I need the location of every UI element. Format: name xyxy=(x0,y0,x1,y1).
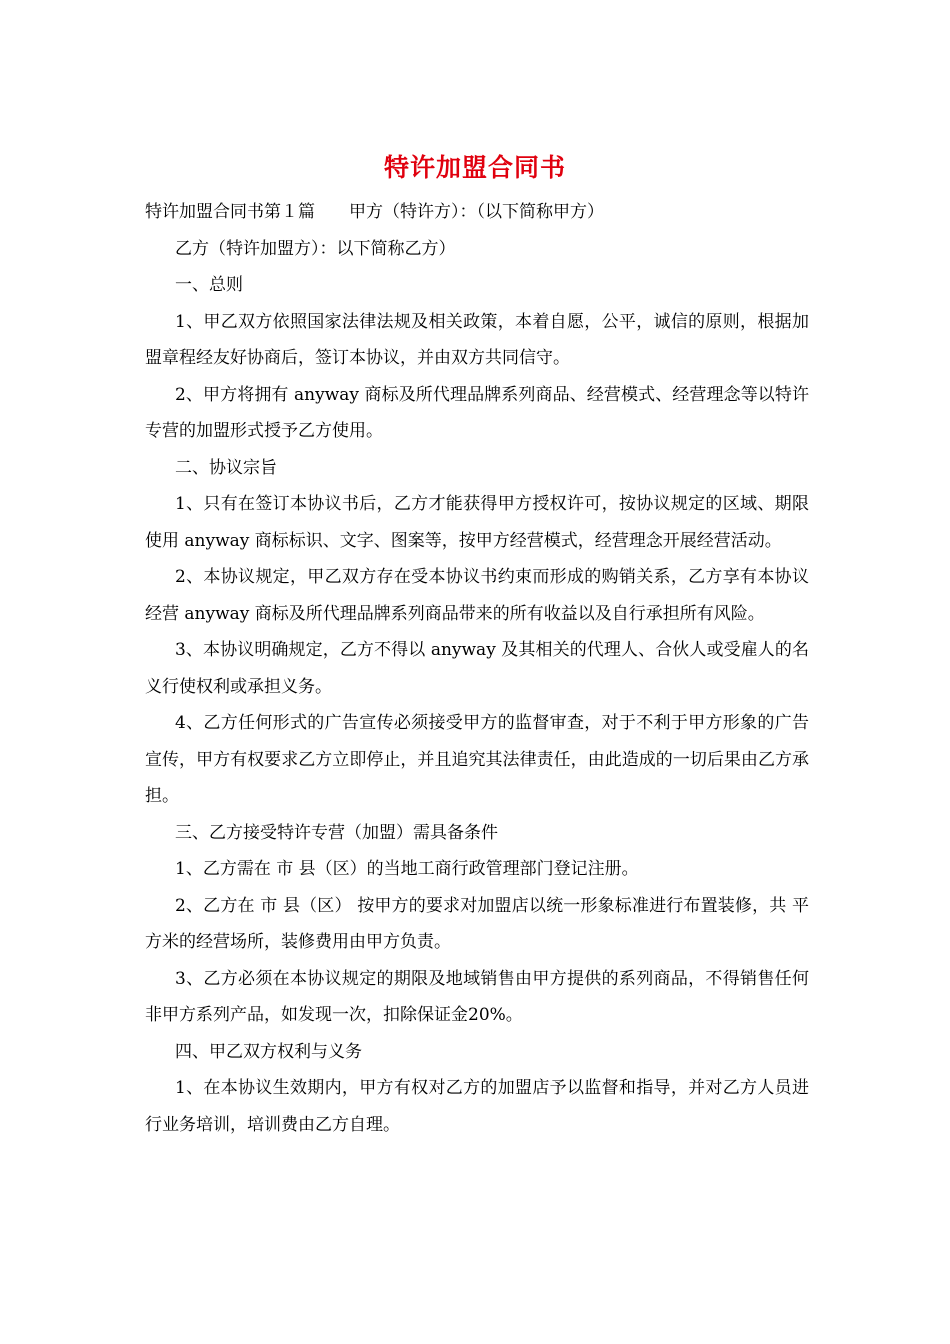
document-body xyxy=(145,194,809,1143)
document-title: 特许加盟合同书 xyxy=(383,153,566,182)
paragraph: 2、本协议规定，甲乙双方存在受本协议书约束而形成的购销关系，乙方享有本协议经营 anyway 商标及所代理品牌系列商品带来的所有收益以及自行承担所有风险。 xyxy=(145,567,809,624)
paragraph: 一、总则 xyxy=(175,275,243,295)
paragraph: 2、乙方在 市 县（区） 按甲方的要求对加盟店以统一形象标准进行布置装修，共 平方米的经营场所，装修费用由甲方负责。 xyxy=(145,895,809,952)
paragraph: 1、在本协议生效期内，甲方有权对乙方的加盟店予以监督和指导，并对乙方人员进行业务培训，培训费由乙方自理。 xyxy=(145,1078,809,1135)
paragraph: 特许加盟合同书第１篇 甲方（特许方）：（以下简称甲方） xyxy=(145,202,604,222)
paragraph: 3、本协议明确规定，乙方不得以 anyway 及其相关的代理人、合伙人或受雇人的名义行使权利或承担义务。 xyxy=(145,640,809,697)
paragraph: 二、协议宗旨 xyxy=(175,457,277,478)
paragraph: 4、乙方任何形式的广告宣传必须接受甲方的监督审查，对于不利于甲方形象的广告宣传，甲方有权要求乙方立即停止，并且追究其法律责任，由此造成的一切后果由乙方承担。 xyxy=(145,713,809,806)
paragraph: 1、乙方需在 市 县（区）的当地工商行政管理部门登记注册。 xyxy=(175,859,639,879)
paragraph: 3、乙方必须在本协议规定的期限及地域销售由甲方提供的系列商品，不得销售任何非甲方系列产品，如发现一次，扣除保证金20%。 xyxy=(145,968,809,1025)
paragraph: 1、只有在签订本协议书后，乙方才能获得甲方授权许可，按协议规定的区域、期限使用 anyway 商标标识、文字、图案等，按甲方经营模式，经营理念开展经营活动。 xyxy=(145,494,809,551)
paragraph: 四、甲乙双方权利与义务 xyxy=(175,1041,362,1062)
paragraph: 2、甲方将拥有 anyway 商标及所代理品牌系列商品、经营模式、经营理念等以特许专营的加盟形式授予乙方使用。 xyxy=(145,384,809,441)
paragraph: 三、乙方接受特许专营（加盟）需具备条件 xyxy=(175,822,498,843)
paragraph: 1、甲乙双方依照国家法律法规及相关政策，本着自愿，公平，诚信的原则，根据加盟章程经友好协商后，签订本协议，并由双方共同信守。 xyxy=(145,311,809,368)
paragraph: 乙方（特许加盟方）：以下简称乙方） xyxy=(175,238,456,259)
